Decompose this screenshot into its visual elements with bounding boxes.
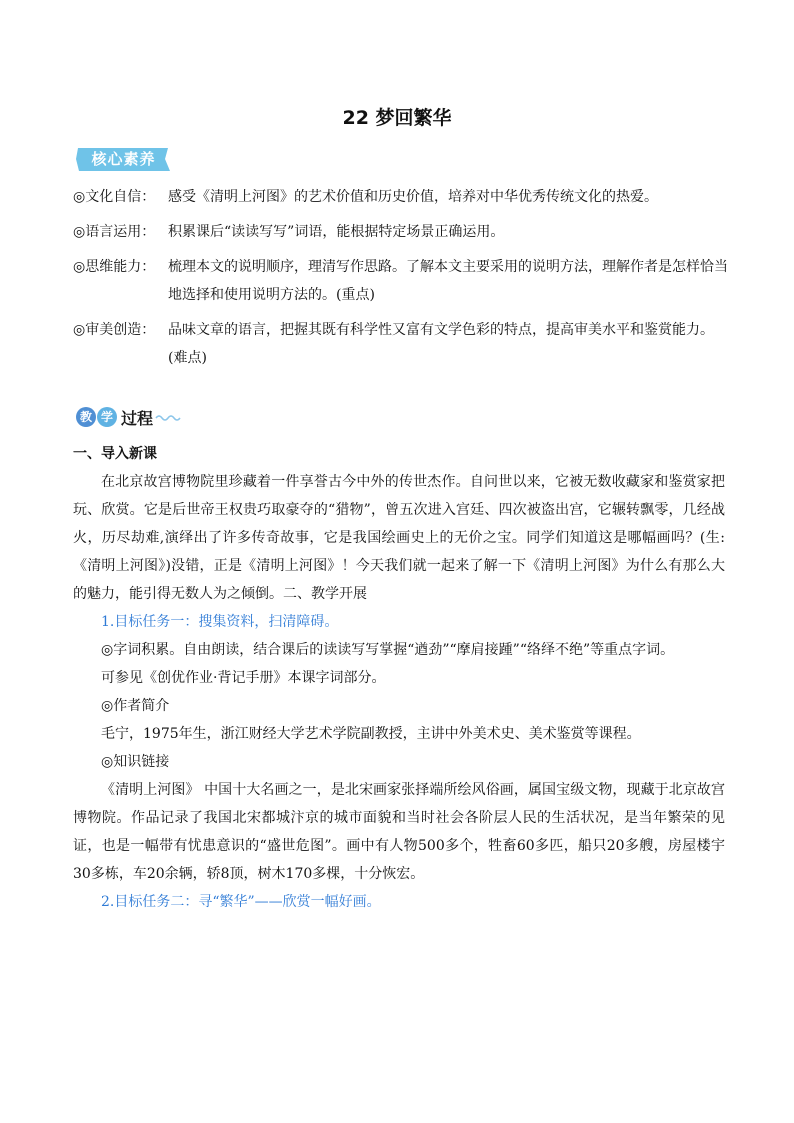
goal-text: 感受《清明上河图》的艺术价值和历史价值，培养对中华优秀传统文化的热爱。 <box>168 189 658 205</box>
reference-note: 可参见《创优作业·背记手册》本课字词部分。 <box>101 670 386 686</box>
process-heading-text: 过程 <box>121 408 154 428</box>
wave-decoration-icon <box>155 412 181 422</box>
knowledge-heading: ◎知识链接 <box>101 754 170 770</box>
process-circle-char: 教 <box>76 407 96 427</box>
lesson-title: 22 梦回繁华 <box>342 107 452 129</box>
task-one-heading: 1.目标任务一：搜集资料，扫清障碍。 <box>101 614 339 630</box>
goal-item <box>73 183 733 211</box>
intro-paragraph: 在北京故宫博物院里珍藏着一件享誉古今中外的传世杰作。自问世以来，它被无数收藏家和鉴赏家把玩、欣赏。它是后世帝王权贵巧取豪夺的“猎物”，曾五次进入宫廷、四次被盗出宫，它辗转飘零，几经战火，历尽劫难,演绎出了许多传奇故事，它是我国绘画史上的无价之宝。同学们知道这是哪幅画吗？(生:《清明上河图》)没错，正是《清明上河图》！今天我们就一起来了解一下《清明上河图》为什么有那么大的魅力，能引得无数人为之倾倒。二、教学开展 <box>73 474 725 602</box>
goal-text: 积累课后“读读写写”词语，能根据特定场景正确运用。 <box>168 224 505 240</box>
goal-item <box>73 253 733 309</box>
core-goals-list <box>73 183 733 379</box>
goal-label: ◎审美创造： <box>73 322 156 338</box>
section-heading: 一、导入新课 <box>73 446 157 462</box>
teaching-process-heading <box>76 404 181 430</box>
goal-text: 品味文章的语言，把握其既有科学性又富有文学色彩的特点，提高审美水平和鉴赏能力。(难点) <box>168 322 714 366</box>
goal-item <box>73 316 733 372</box>
badge-label: 核心素养 <box>91 150 156 168</box>
goal-item <box>73 218 733 246</box>
knowledge-text: 《清明上河图》 中国十大名画之一，是北宋画家张择端所绘风俗画，属国宝级文物，现藏于北京故宫博物院。作品记录了我国北宋都城汴京的城市面貌和当时社会各阶层人民的生活状况，是当年繁荣的见证，也是一幅带有忧患意识的“盛世危图”。画中有人物500多个，牲畜60多匹，船只20多艘，房屋楼宇30多栋，车20余辆，轿8顶，树木170多棵，十分恢宏。 <box>73 782 725 882</box>
lesson-body <box>73 440 725 916</box>
task-two-heading: 2.目标任务二：寻“繁华”——欣赏一幅好画。 <box>101 894 381 910</box>
author-heading: ◎作者简介 <box>101 698 170 714</box>
process-circle-char: 学 <box>97 407 117 427</box>
goal-label: ◎文化自信： <box>73 189 156 205</box>
goal-label: ◎思维能力： <box>73 259 156 275</box>
goal-label: ◎语言运用： <box>73 224 156 240</box>
author-text: 毛宁，1975年生，浙江财经大学艺术学院副教授，主讲中外美术史、美术鉴赏等课程。 <box>101 726 641 742</box>
word-accumulation: ◎字词积累。自由朗读，结合课后的读读写写掌握“遒劲”“摩肩接踵”“络绎不绝”等重点字词。 <box>101 642 675 658</box>
core-literacy-badge <box>76 147 171 172</box>
goal-text: 梳理本文的说明顺序，理清写作思路。了解本文主要采用的说明方法，理解作者是怎样恰当地选择和使用说明方法的。(重点) <box>168 259 728 303</box>
